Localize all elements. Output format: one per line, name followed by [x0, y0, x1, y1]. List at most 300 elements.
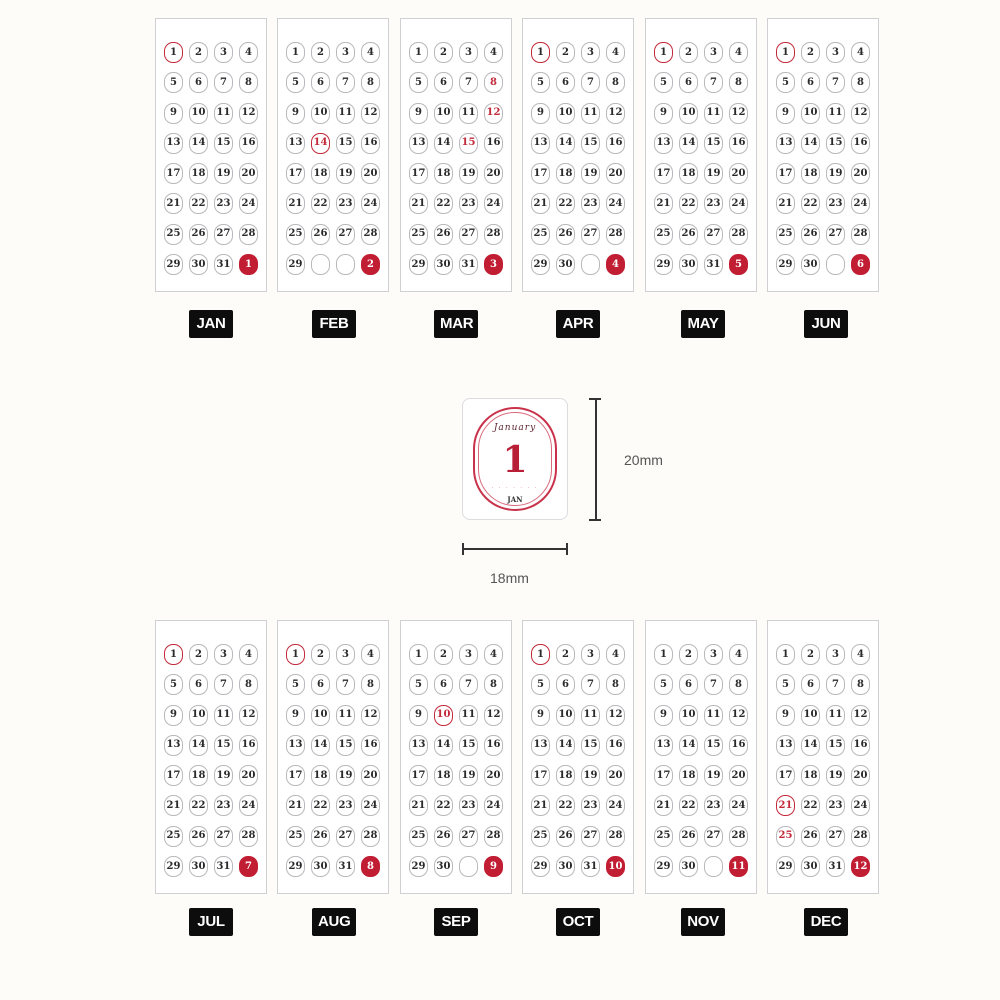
day-sticker: 12: [851, 103, 870, 124]
day-sticker: 10: [801, 705, 820, 726]
day-sticker: 10: [189, 103, 208, 124]
day-sticker: 18: [434, 765, 453, 786]
day-sticker: 29: [164, 254, 183, 275]
day-sticker: 2: [556, 644, 575, 665]
day-sticker: 9: [409, 705, 428, 726]
day-sticker: 20: [729, 765, 748, 786]
day-sticker: 1: [164, 644, 183, 665]
day-sticker: 13: [531, 133, 550, 154]
day-sticker: 22: [434, 193, 453, 214]
day-sticker: 25: [776, 224, 795, 245]
day-sticker: 28: [606, 224, 625, 245]
day-sticker: 9: [164, 705, 183, 726]
day-sticker: 13: [776, 735, 795, 756]
sticker-sheet-nov: [645, 620, 757, 894]
day-sticker: 5: [409, 674, 428, 695]
day-sticker: 16: [484, 735, 503, 756]
day-sticker: 16: [851, 133, 870, 154]
day-sticker: 22: [189, 193, 208, 214]
day-sticker: 9: [164, 103, 183, 124]
day-sticker: 6: [311, 674, 330, 695]
day-sticker: 12: [239, 103, 258, 124]
day-sticker: 21: [531, 795, 550, 816]
day-sticker: 28: [361, 826, 380, 847]
day-sticker: 27: [704, 826, 723, 847]
day-sticker: 26: [434, 826, 453, 847]
day-sticker: 10: [801, 103, 820, 124]
day-sticker: 21: [654, 795, 673, 816]
day-sticker: 11: [459, 705, 478, 726]
day-sticker: 22: [311, 193, 330, 214]
blank-sticker: [459, 856, 478, 877]
day-sticker: 8: [239, 674, 258, 695]
day-sticker: 2: [801, 644, 820, 665]
day-sticker: 18: [801, 765, 820, 786]
day-sticker: 28: [851, 224, 870, 245]
day-sticker: 14: [189, 735, 208, 756]
day-sticker: 24: [851, 795, 870, 816]
day-sticker: 17: [776, 765, 795, 786]
month-number-sticker: 6: [851, 254, 870, 275]
day-sticker: 4: [851, 42, 870, 63]
day-sticker: 19: [581, 163, 600, 184]
day-sticker: 2: [434, 644, 453, 665]
day-sticker: 23: [336, 795, 355, 816]
day-sticker: 4: [361, 42, 380, 63]
day-sticker: 5: [776, 72, 795, 93]
day-sticker: 12: [484, 705, 503, 726]
sticker-sheet-jan: [155, 18, 267, 292]
day-sticker: 13: [409, 133, 428, 154]
month-label-nov: NOV: [681, 908, 725, 936]
month-number-sticker: 11: [729, 856, 748, 877]
day-sticker: 18: [556, 163, 575, 184]
sticker-sheet-oct: [522, 620, 634, 894]
day-sticker: 7: [336, 674, 355, 695]
day-sticker: 19: [704, 163, 723, 184]
day-sticker: 15: [214, 133, 233, 154]
day-sticker: 16: [361, 133, 380, 154]
day-sticker: 30: [434, 856, 453, 877]
sticker-sheet-feb: [277, 18, 389, 292]
day-sticker: 8: [729, 72, 748, 93]
day-sticker: 4: [484, 42, 503, 63]
day-sticker: 16: [851, 735, 870, 756]
day-sticker: 3: [336, 42, 355, 63]
day-sticker: 27: [581, 224, 600, 245]
day-sticker: 28: [729, 826, 748, 847]
width-dimension-cap-left: [462, 543, 464, 555]
day-sticker: 20: [729, 163, 748, 184]
day-sticker: 24: [851, 193, 870, 214]
month-number-sticker: 1: [239, 254, 258, 275]
day-sticker: 25: [654, 224, 673, 245]
day-sticker: 27: [214, 224, 233, 245]
day-sticker: 17: [531, 163, 550, 184]
day-sticker: 28: [606, 826, 625, 847]
day-sticker: 6: [311, 72, 330, 93]
day-sticker: 4: [606, 644, 625, 665]
day-sticker: 14: [801, 133, 820, 154]
day-sticker: 27: [581, 826, 600, 847]
day-sticker: 19: [214, 163, 233, 184]
day-sticker: 30: [556, 254, 575, 275]
day-sticker: 26: [311, 224, 330, 245]
day-sticker: 4: [239, 644, 258, 665]
day-sticker: 8: [851, 674, 870, 695]
day-sticker: 25: [654, 826, 673, 847]
day-sticker: 27: [336, 826, 355, 847]
day-sticker: 22: [556, 193, 575, 214]
day-sticker: 1: [531, 42, 550, 63]
day-sticker: 22: [434, 795, 453, 816]
blank-sticker: [336, 254, 355, 275]
day-sticker: 11: [826, 103, 845, 124]
day-sticker: 30: [189, 856, 208, 877]
day-sticker: 8: [361, 674, 380, 695]
day-sticker: 8: [851, 72, 870, 93]
day-sticker: 5: [286, 674, 305, 695]
sticker-grid: [285, 42, 381, 275]
width-dimension-label: 18mm: [490, 570, 529, 586]
sample-month-abbr: JAN: [507, 495, 523, 504]
day-sticker: 27: [704, 224, 723, 245]
sticker-grid: [408, 644, 504, 877]
sticker-sheet-apr: [522, 18, 634, 292]
day-sticker: 8: [484, 674, 503, 695]
day-sticker: 23: [214, 795, 233, 816]
height-dimension-cap-bottom: [589, 519, 601, 521]
day-sticker: 22: [556, 795, 575, 816]
day-sticker: 22: [801, 193, 820, 214]
day-sticker: 21: [654, 193, 673, 214]
day-sticker: 24: [239, 795, 258, 816]
day-sticker: 26: [801, 826, 820, 847]
day-sticker: 27: [459, 224, 478, 245]
day-sticker: 15: [826, 133, 845, 154]
day-sticker: 19: [459, 765, 478, 786]
day-sticker: 10: [434, 103, 453, 124]
day-sticker: 7: [214, 674, 233, 695]
day-sticker: 27: [214, 826, 233, 847]
day-sticker: 7: [459, 674, 478, 695]
day-sticker: 5: [164, 674, 183, 695]
day-sticker: 26: [189, 826, 208, 847]
day-sticker: 21: [164, 193, 183, 214]
day-sticker: 12: [361, 705, 380, 726]
month-label-jul: JUL: [189, 908, 233, 936]
day-sticker: 12: [729, 705, 748, 726]
day-sticker: 3: [581, 644, 600, 665]
day-sticker: 8: [606, 72, 625, 93]
month-label-apr: APR: [556, 310, 600, 338]
day-sticker: 31: [336, 856, 355, 877]
day-sticker: 22: [801, 795, 820, 816]
day-sticker: 2: [801, 42, 820, 63]
day-sticker: 23: [459, 795, 478, 816]
day-sticker: 30: [679, 856, 698, 877]
day-sticker: 7: [459, 72, 478, 93]
day-sticker: 22: [189, 795, 208, 816]
day-sticker: 9: [776, 705, 795, 726]
day-sticker: 19: [214, 765, 233, 786]
day-sticker: 2: [679, 42, 698, 63]
day-sticker: 22: [679, 193, 698, 214]
day-sticker: 12: [606, 705, 625, 726]
day-sticker: 6: [801, 72, 820, 93]
month-label-dec: DEC: [804, 908, 848, 936]
day-sticker: 13: [654, 735, 673, 756]
month-number-sticker: 12: [851, 856, 870, 877]
day-sticker: 3: [459, 42, 478, 63]
day-sticker: 6: [556, 674, 575, 695]
day-sticker: 8: [729, 674, 748, 695]
day-sticker: 16: [484, 133, 503, 154]
day-sticker: 14: [311, 735, 330, 756]
day-sticker: 1: [654, 644, 673, 665]
day-sticker: 2: [556, 42, 575, 63]
day-sticker: 23: [704, 193, 723, 214]
month-number-sticker: 10: [606, 856, 625, 877]
day-sticker: 21: [164, 795, 183, 816]
day-sticker: 24: [729, 193, 748, 214]
day-sticker: 16: [239, 133, 258, 154]
day-sticker: 26: [311, 826, 330, 847]
day-sticker: 11: [336, 705, 355, 726]
sample-sticker: [462, 398, 568, 520]
month-number-sticker: 4: [606, 254, 625, 275]
month-label-sep: SEP: [434, 908, 478, 936]
sample-weekday-marks: · · · · · · ·: [491, 485, 539, 491]
day-sticker: 20: [239, 765, 258, 786]
day-sticker: 25: [286, 826, 305, 847]
day-sticker: 23: [581, 795, 600, 816]
day-sticker: 19: [336, 163, 355, 184]
day-sticker: 24: [361, 795, 380, 816]
day-sticker: 17: [164, 765, 183, 786]
day-sticker: 14: [679, 133, 698, 154]
day-sticker: 8: [239, 72, 258, 93]
day-sticker: 12: [239, 705, 258, 726]
day-sticker: 12: [729, 103, 748, 124]
day-sticker: 18: [189, 163, 208, 184]
day-sticker: 1: [286, 42, 305, 63]
day-sticker: 30: [189, 254, 208, 275]
height-dimension-cap-top: [589, 398, 601, 400]
day-sticker: 5: [776, 674, 795, 695]
day-sticker: 26: [434, 224, 453, 245]
sticker-sheet-jun: [767, 18, 879, 292]
day-sticker: 20: [361, 163, 380, 184]
sticker-grid: [775, 42, 871, 275]
day-sticker: 7: [214, 72, 233, 93]
day-sticker: 30: [556, 856, 575, 877]
day-sticker: 10: [556, 103, 575, 124]
day-sticker: 18: [189, 765, 208, 786]
day-sticker: 26: [801, 224, 820, 245]
day-sticker: 19: [336, 765, 355, 786]
day-sticker: 19: [459, 163, 478, 184]
day-sticker: 20: [484, 765, 503, 786]
day-sticker: 10: [679, 103, 698, 124]
sticker-sheet-mar: [400, 18, 512, 292]
day-sticker: 16: [606, 133, 625, 154]
day-sticker: 20: [239, 163, 258, 184]
day-sticker: 25: [531, 224, 550, 245]
day-sticker: 17: [164, 163, 183, 184]
month-number-sticker: 2: [361, 254, 380, 275]
day-sticker: 26: [556, 826, 575, 847]
day-sticker: 3: [214, 42, 233, 63]
day-sticker: 23: [336, 193, 355, 214]
month-label-aug: AUG: [312, 908, 356, 936]
day-sticker: 1: [164, 42, 183, 63]
day-sticker: 3: [826, 644, 845, 665]
day-sticker: 6: [679, 72, 698, 93]
day-sticker: 11: [581, 705, 600, 726]
sticker-grid: [775, 644, 871, 877]
sticker-grid: [530, 42, 626, 275]
day-sticker: 21: [409, 795, 428, 816]
day-sticker: 13: [531, 735, 550, 756]
day-sticker: 4: [606, 42, 625, 63]
day-sticker: 4: [851, 644, 870, 665]
day-sticker: 2: [434, 42, 453, 63]
day-sticker: 8: [484, 72, 503, 93]
day-sticker: 8: [361, 72, 380, 93]
height-dimension-label: 20mm: [624, 452, 663, 468]
day-sticker: 9: [531, 103, 550, 124]
sticker-grid: [408, 42, 504, 275]
day-sticker: 12: [851, 705, 870, 726]
sticker-grid: [653, 644, 749, 877]
blank-sticker: [311, 254, 330, 275]
day-sticker: 25: [286, 224, 305, 245]
day-sticker: 5: [654, 674, 673, 695]
day-sticker: 22: [311, 795, 330, 816]
day-sticker: 5: [164, 72, 183, 93]
day-sticker: 21: [409, 193, 428, 214]
day-sticker: 24: [606, 193, 625, 214]
month-label-feb: FEB: [312, 310, 356, 338]
blank-sticker: [704, 856, 723, 877]
day-sticker: 19: [581, 765, 600, 786]
day-sticker: 17: [286, 163, 305, 184]
day-sticker: 14: [434, 735, 453, 756]
day-sticker: 24: [484, 193, 503, 214]
day-sticker: 15: [336, 133, 355, 154]
day-sticker: 29: [654, 254, 673, 275]
day-sticker: 29: [286, 856, 305, 877]
day-sticker: 6: [434, 674, 453, 695]
day-sticker: 6: [801, 674, 820, 695]
month-label-mar: MAR: [434, 310, 478, 338]
day-sticker: 11: [704, 705, 723, 726]
day-sticker: 10: [556, 705, 575, 726]
day-sticker: 30: [311, 856, 330, 877]
day-sticker: 5: [286, 72, 305, 93]
day-sticker: 5: [531, 674, 550, 695]
sticker-sheet-may: [645, 18, 757, 292]
day-sticker: 30: [801, 856, 820, 877]
day-sticker: 29: [776, 856, 795, 877]
day-sticker: 7: [336, 72, 355, 93]
day-sticker: 17: [409, 163, 428, 184]
day-sticker: 20: [484, 163, 503, 184]
day-sticker: 11: [459, 103, 478, 124]
sample-month-name: January: [493, 423, 537, 433]
day-sticker: 21: [286, 795, 305, 816]
blank-sticker: [826, 254, 845, 275]
day-sticker: 31: [214, 254, 233, 275]
day-sticker: 17: [531, 765, 550, 786]
sticker-grid: [653, 42, 749, 275]
day-sticker: 18: [311, 163, 330, 184]
day-sticker: 15: [581, 735, 600, 756]
day-sticker: 25: [531, 826, 550, 847]
day-sticker: 29: [164, 856, 183, 877]
day-sticker: 21: [531, 193, 550, 214]
day-sticker: 23: [581, 193, 600, 214]
sticker-sheet-sep: [400, 620, 512, 894]
day-sticker: 15: [704, 133, 723, 154]
day-sticker: 9: [531, 705, 550, 726]
day-sticker: 14: [556, 735, 575, 756]
day-sticker: 11: [826, 705, 845, 726]
day-sticker: 14: [311, 133, 330, 154]
day-sticker: 2: [311, 42, 330, 63]
day-sticker: 14: [801, 735, 820, 756]
day-sticker: 16: [239, 735, 258, 756]
sample-sticker-frame: [473, 407, 557, 511]
day-sticker: 9: [654, 103, 673, 124]
day-sticker: 3: [581, 42, 600, 63]
day-sticker: 29: [776, 254, 795, 275]
month-number-sticker: 5: [729, 254, 748, 275]
day-sticker: 9: [286, 705, 305, 726]
day-sticker: 13: [409, 735, 428, 756]
day-sticker: 1: [654, 42, 673, 63]
day-sticker: 24: [361, 193, 380, 214]
blank-sticker: [581, 254, 600, 275]
day-sticker: 7: [826, 674, 845, 695]
day-sticker: 25: [409, 826, 428, 847]
day-sticker: 25: [409, 224, 428, 245]
day-sticker: 3: [826, 42, 845, 63]
day-sticker: 24: [239, 193, 258, 214]
day-sticker: 27: [826, 826, 845, 847]
height-dimension-line: [595, 398, 597, 520]
day-sticker: 14: [679, 735, 698, 756]
day-sticker: 14: [434, 133, 453, 154]
day-sticker: 25: [164, 826, 183, 847]
day-sticker: 4: [484, 644, 503, 665]
day-sticker: 10: [189, 705, 208, 726]
width-dimension-cap-right: [566, 543, 568, 555]
month-label-may: MAY: [681, 310, 725, 338]
day-sticker: 13: [654, 133, 673, 154]
day-sticker: 13: [286, 133, 305, 154]
day-sticker: 21: [776, 795, 795, 816]
day-sticker: 3: [336, 644, 355, 665]
day-sticker: 5: [409, 72, 428, 93]
day-sticker: 2: [189, 42, 208, 63]
day-sticker: 31: [581, 856, 600, 877]
day-sticker: 28: [729, 224, 748, 245]
day-sticker: 7: [581, 674, 600, 695]
day-sticker: 13: [164, 735, 183, 756]
day-sticker: 11: [581, 103, 600, 124]
